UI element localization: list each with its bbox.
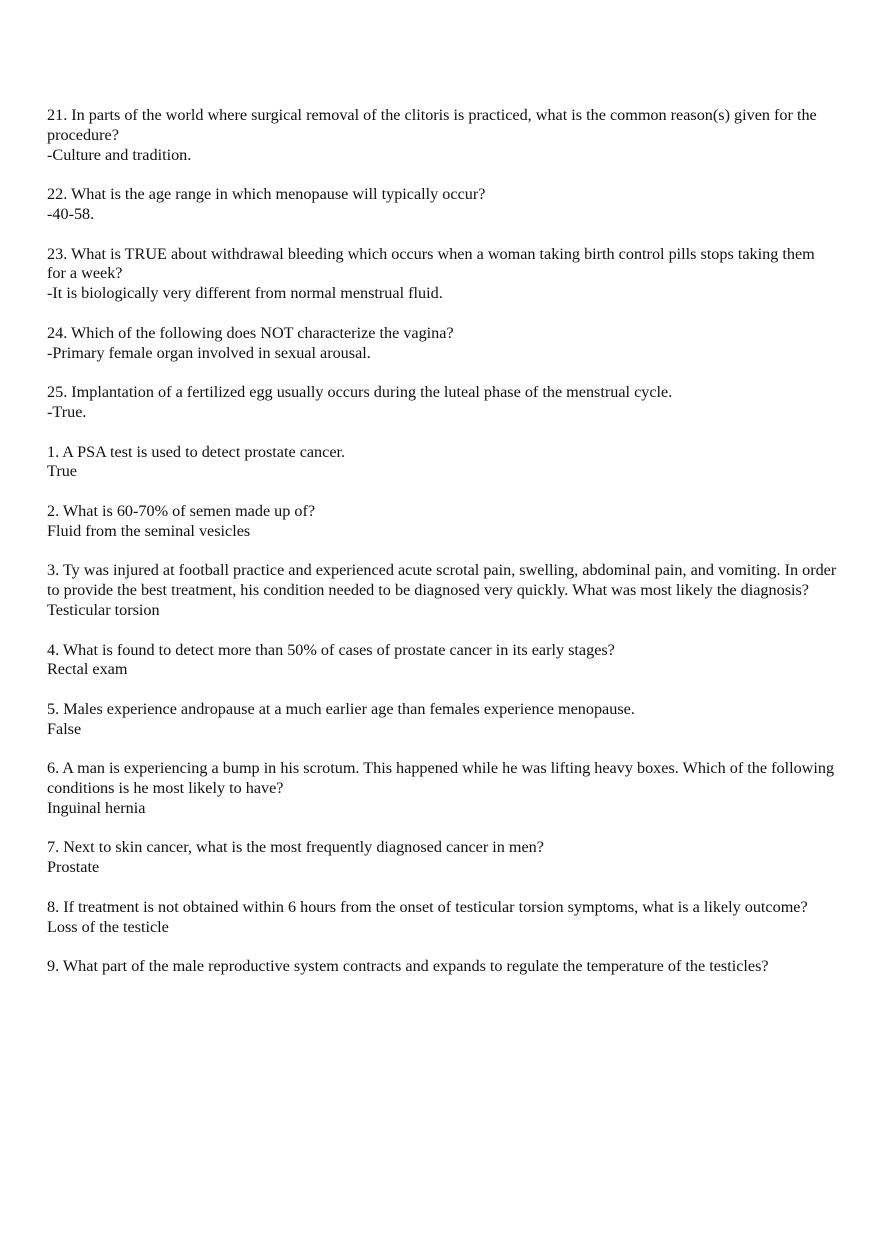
answer-text: -True. [47,402,87,421]
answer-text: -40-58. [47,204,95,223]
answer-text: Rectal exam [47,660,128,679]
qa-item-6 [47,759,837,818]
qa-item-5 [47,700,837,740]
answer-text: Testicular torsion [47,600,160,619]
qa-item-9 [47,957,837,977]
question-text: 7. Next to skin cancer, what is the most frequently diagnosed cancer in men? [47,838,544,857]
answer-text: -Primary female organ involved in sexual arousal. [47,343,371,362]
answer-text: Loss of the testicle [47,917,169,936]
question-text: 21. In parts of the world where surgical removal of the clitoris is practiced, what is the common reason(s) given for the procedure? [47,106,817,144]
qa-item-7 [47,838,837,878]
qa-item-4 [47,641,837,681]
qa-item-2 [47,502,837,542]
answer-text: Fluid from the seminal vesicles [47,521,251,540]
qa-item-8 [47,898,837,938]
qa-item-21 [47,106,837,165]
qa-list [47,106,837,997]
question-text: 23. What is TRUE about withdrawal bleeding which occurs when a woman taking birth control pills stops taking them for a week? [47,244,815,283]
answer-text: Inguinal hernia [47,798,146,817]
qa-item-25 [47,383,837,423]
question-text: 8. If treatment is not obtained within 6 hours from the onset of testicular torsion symptoms, what is a likely outcome? [47,897,808,916]
question-text: 1. A PSA test is used to detect prostate cancer. [47,442,346,461]
question-text: 25. Implantation of a fertilized egg usually occurs during the luteal phase of the menstrual cycle. [47,383,673,402]
answer-text: -It is biologically very different from normal menstrual fluid. [47,284,443,303]
qa-item-23 [47,245,837,304]
question-text: 6. A man is experiencing a bump in his scrotum. This happened while he was lifting heavy boxes. Which of the following conditions is he most likely to have? [47,759,835,798]
answer-text: False [47,719,82,738]
question-text: 3. Ty was injured at football practice and experienced acute scrotal pain, swelling, abdominal pain, and vomiting. In order to provide the best treatment, his condition needed to be diagnosed very quickly. What was most likely the diagnosis? [47,561,837,600]
qa-item-3 [47,561,837,620]
qa-item-24 [47,324,837,364]
question-text: 5. Males experience andropause at a much earlier age than females experience menopause. [47,699,635,718]
question-text: 22. What is the age range in which menopause will typically occur? [47,185,486,204]
answer-text: -Culture and tradition. [47,145,192,164]
qa-item-1 [47,443,837,483]
answer-text: True [47,462,77,481]
question-text: 4. What is found to detect more than 50% of cases of prostate cancer in its early stages? [47,640,615,659]
qa-item-22 [47,185,837,225]
answer-text: Prostate [47,858,100,877]
question-text: 2. What is 60-70% of semen made up of? [47,501,316,520]
question-text: 9. What part of the male reproductive system contracts and expands to regulate the temperature of the testicles? [47,957,769,976]
question-text: 24. Which of the following does NOT characterize the vagina? [47,323,454,342]
